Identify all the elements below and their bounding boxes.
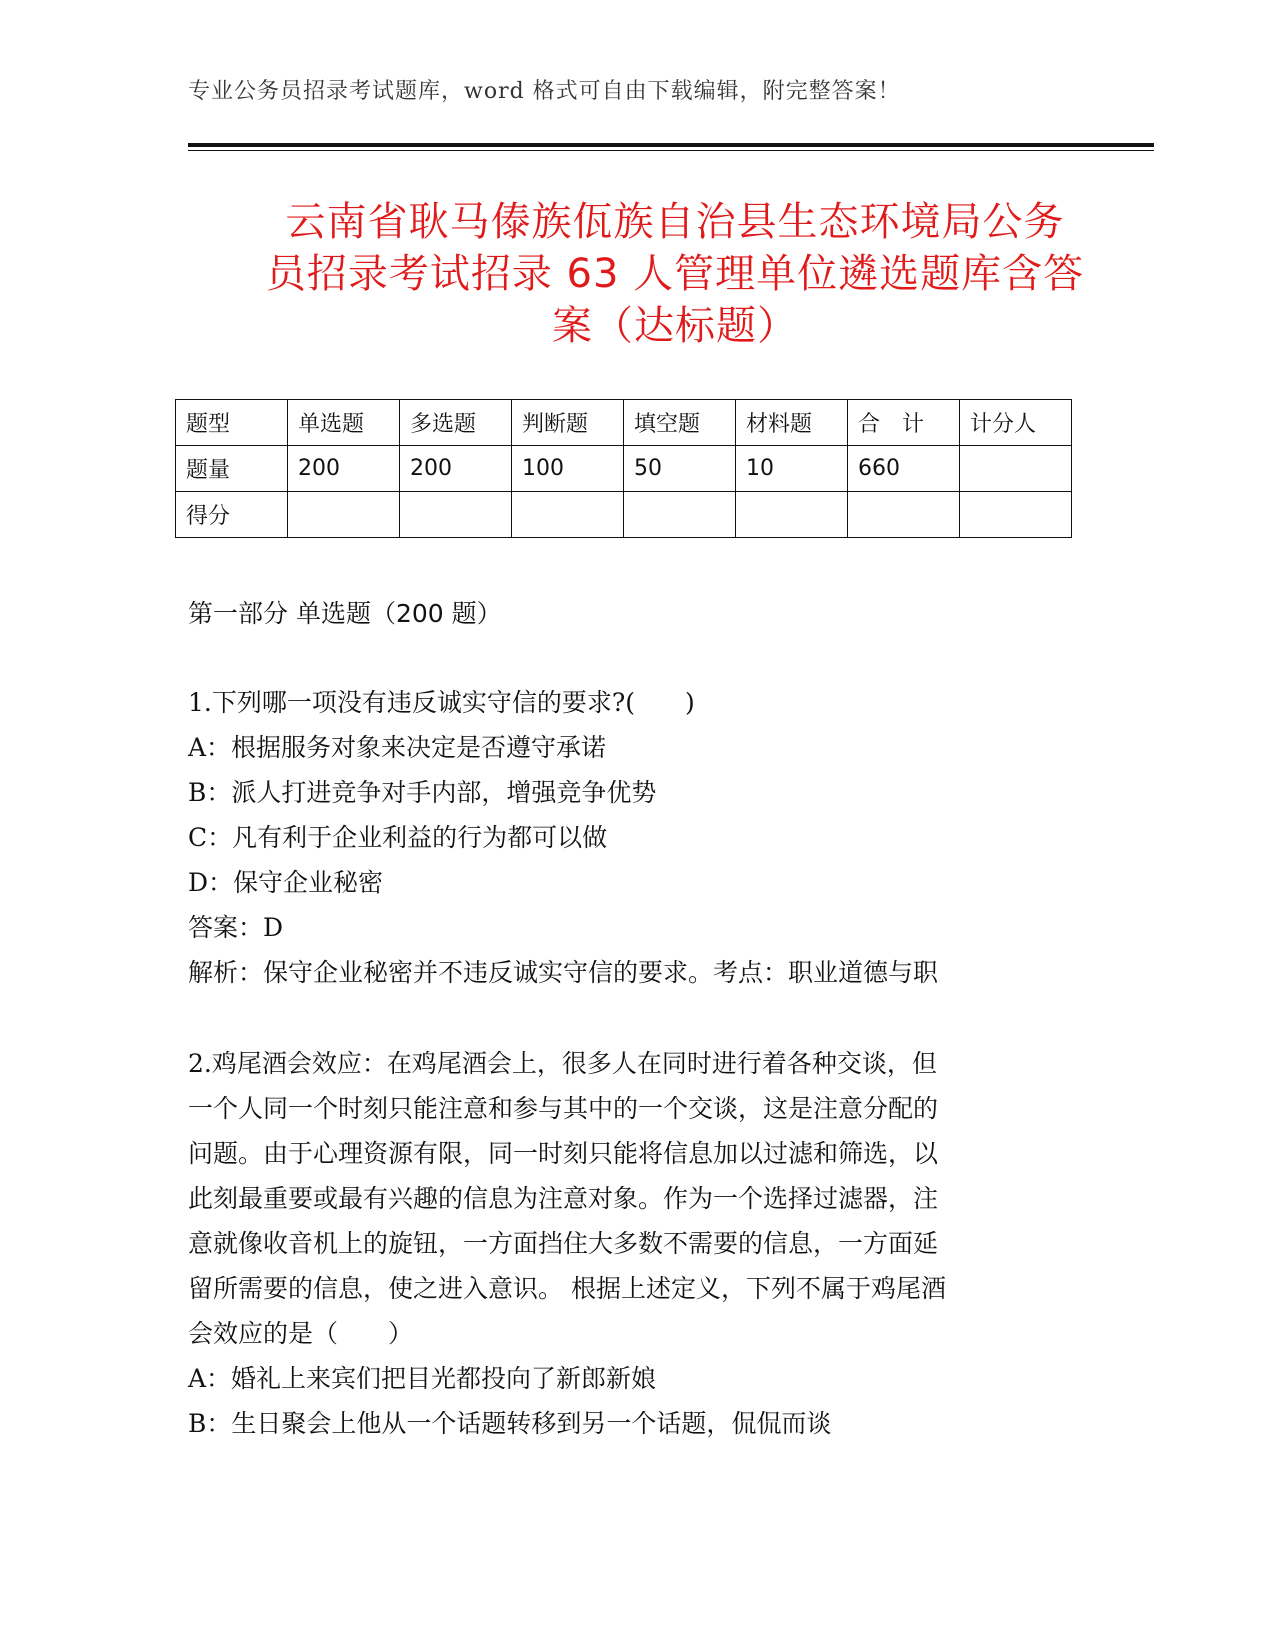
- cell: 题型: [176, 400, 288, 446]
- title-line-1: 云南省耿马傣族佤族自治县生态环境局公务: [285, 199, 1065, 245]
- analysis-label: 解析：: [188, 958, 264, 987]
- answer-line: [188, 905, 1088, 950]
- cell: 50: [624, 446, 736, 492]
- question-stem: 1.下列哪一项没有违反诚实守信的要求?( ): [188, 688, 695, 717]
- option-b: B：派人打进竞争对手内部，增强竞争优势: [188, 778, 657, 807]
- cell: [848, 492, 960, 538]
- score-table: [175, 399, 1072, 538]
- answer-value: D: [263, 913, 284, 942]
- cell: [960, 446, 1072, 492]
- question-stem-line: 2.鸡尾酒会效应：在鸡尾酒会上，很多人在同时进行着各种交谈，但: [188, 1049, 937, 1078]
- cell: 计分人: [960, 400, 1072, 446]
- score-table-row-type: [176, 400, 1072, 446]
- cell: [960, 492, 1072, 538]
- analysis-text: 保守企业秘密并不违反诚实守信的要求。考点：职业道德与职: [263, 958, 939, 987]
- header-rule-thick: [188, 143, 1154, 147]
- score-table-row-score: [176, 492, 1072, 538]
- header-note: 专业公务员招录考试题库，word 格式可自由下载编辑，附完整答案！: [188, 79, 901, 104]
- option-b: B：生日聚会上他从一个话题转移到另一个话题，侃侃而谈: [188, 1409, 832, 1438]
- question-stem-line: 会效应的是（ ）: [188, 1319, 414, 1348]
- cell: 判断题: [512, 400, 624, 446]
- cell: [400, 492, 512, 538]
- cell: 100: [512, 446, 624, 492]
- cell: 得分: [176, 492, 288, 538]
- answer-label: 答案：: [188, 913, 264, 942]
- question-stem-line: 意就像收音机上的旋钮，一方面挡住大多数不需要的信息，一方面延: [188, 1229, 939, 1258]
- cell: 题量: [176, 446, 288, 492]
- title-line-3: 案（达标题）: [552, 303, 798, 349]
- cell: 合 计: [848, 400, 960, 446]
- question-stem-line: 此刻最重要或最有兴趣的信息为注意对象。作为一个选择过滤器，注: [188, 1184, 939, 1213]
- section-heading: 第一部分 单选题（200 题）: [188, 599, 502, 628]
- cell: [624, 492, 736, 538]
- cell: 660: [848, 446, 960, 492]
- question-1: [188, 680, 1088, 995]
- cell: [512, 492, 624, 538]
- option-a: A：婚礼上来宾们把目光都投向了新郎新娘: [188, 1364, 657, 1393]
- header-rule-thin: [188, 150, 1154, 151]
- cell: 多选题: [400, 400, 512, 446]
- option-c: C：凡有利于企业利益的行为都可以做: [188, 823, 608, 852]
- title-line-2: 员招录考试招录 63 人管理单位遴选题库含答: [265, 251, 1085, 297]
- cell: 200: [400, 446, 512, 492]
- cell: [288, 492, 400, 538]
- cell: 填空题: [624, 400, 736, 446]
- option-d: D：保守企业秘密: [188, 868, 384, 897]
- cell: 单选题: [288, 400, 400, 446]
- question-stem-line: 问题。由于心理资源有限，同一时刻只能将信息加以过滤和筛选，以: [188, 1139, 939, 1168]
- question-2: [188, 1041, 1088, 1446]
- question-stem-line: 留所需要的信息，使之进入意识。 根据上述定义，下列不属于鸡尾酒: [188, 1274, 946, 1303]
- cell: 200: [288, 446, 400, 492]
- document-title: [180, 196, 1170, 352]
- analysis-line: [188, 950, 1088, 995]
- cell: 10: [736, 446, 848, 492]
- score-table-row-count: [176, 446, 1072, 492]
- cell: [736, 492, 848, 538]
- cell: 材料题: [736, 400, 848, 446]
- option-a: A：根据服务对象来决定是否遵守承诺: [188, 733, 607, 762]
- question-stem-line: 一个人同一个时刻只能注意和参与其中的一个交谈，这是注意分配的: [188, 1094, 939, 1123]
